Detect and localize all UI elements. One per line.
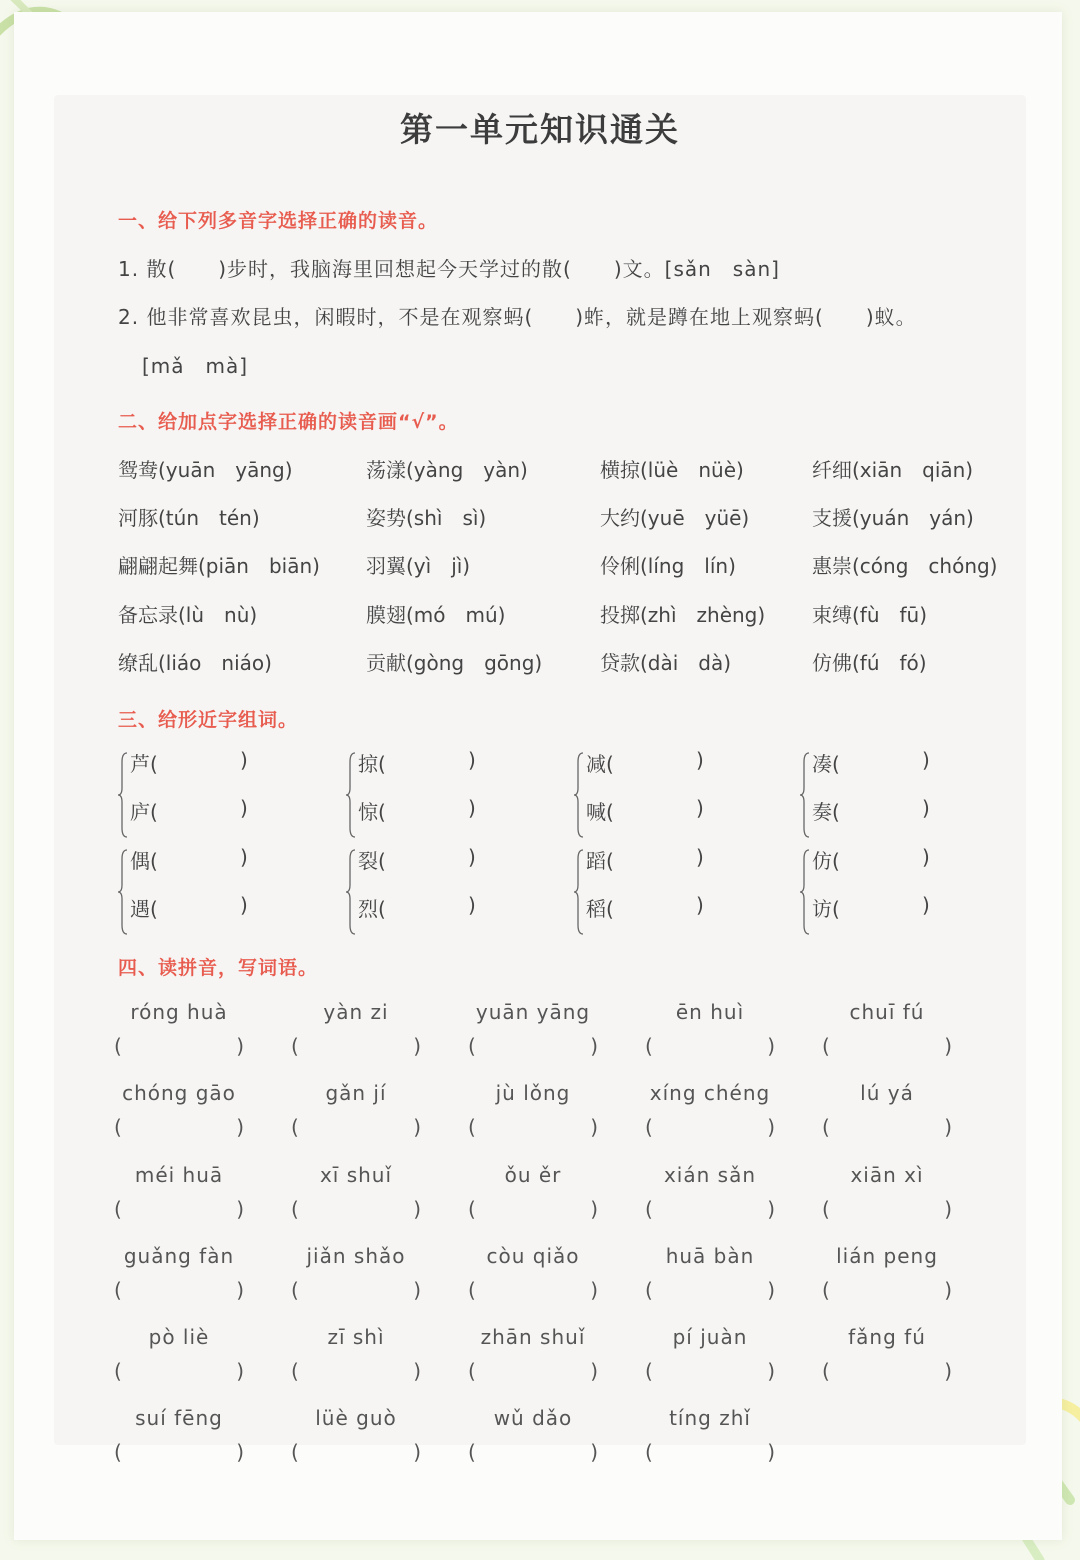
pinyin-label: xíng chéng [649,1081,771,1105]
pinyin-label: lú yá [860,1081,914,1105]
answer-close-paren: ) [240,845,248,869]
pinyin-label: wǔ dǎo [493,1406,573,1430]
answer-close-paren: ) [696,796,704,820]
pinyin-label: chuī fú [849,1000,925,1024]
pinyin-answer-cell[interactable] [114,1081,244,1151]
answer-open-paren: ( [114,1115,122,1139]
answer-close-paren: ) [413,1359,421,1383]
pinyin-label: tíng zhǐ [669,1406,751,1430]
answer-open-paren: ( [114,1034,122,1058]
similar-char-label: 减( [586,752,614,776]
similar-char-item[interactable] [586,893,704,922]
answer-close-paren: ) [468,845,476,869]
answer-open-paren: ( [645,1197,653,1221]
similar-char-label: 掠( [358,752,386,776]
pinyin-answer-cell[interactable] [468,1163,598,1233]
pinyin-answer-cell[interactable] [291,1081,421,1151]
pinyin-label: méi huā [134,1163,224,1187]
similar-char-group [800,845,960,941]
pronunciation-item[interactable]: 仿佛(fú fó) [812,651,927,675]
page-title: 第一单元知识通关 [400,110,680,149]
pinyin-answer-cell[interactable] [645,1244,775,1314]
answer-close-paren: ) [236,1278,244,1302]
pinyin-label: gǎn jí [325,1081,387,1105]
answer-open-paren: ( [822,1115,830,1139]
pinyin-answer-cell[interactable] [468,1000,598,1070]
similar-char-item[interactable] [358,796,476,825]
answer-close-paren: ) [590,1115,598,1139]
pinyin-label: lüè guò [315,1406,397,1430]
answer-open-paren: ( [645,1278,653,1302]
answer-open-paren: ( [291,1440,299,1464]
pinyin-label: yàn zi [323,1000,389,1024]
similar-char-label: 偶( [130,849,158,873]
pinyin-label: róng huà [130,1000,228,1024]
brace-icon [574,849,584,935]
pinyin-answer-cell[interactable] [291,1000,421,1070]
pinyin-answer-cell[interactable] [291,1163,421,1233]
answer-open-paren: ( [468,1359,476,1383]
pronunciation-item[interactable]: 大约(yuē yüē) [600,506,750,530]
answer-open-paren: ( [291,1115,299,1139]
answer-close-paren: ) [944,1034,952,1058]
similar-char-group [574,748,734,844]
answer-open-paren: ( [822,1197,830,1221]
answer-close-paren: ) [413,1034,421,1058]
pinyin-answer-cell[interactable] [822,1163,952,1233]
answer-open-paren: ( [645,1034,653,1058]
brace-icon [346,849,356,935]
answer-open-paren: ( [468,1115,476,1139]
similar-char-item[interactable] [358,893,476,922]
pinyin-answer-cell[interactable] [645,1406,775,1476]
pinyin-answer-cell[interactable] [822,1000,952,1070]
answer-close-paren: ) [944,1359,952,1383]
answer-close-paren: ) [236,1115,244,1139]
answer-close-paren: ) [590,1359,598,1383]
pinyin-label: lián peng [836,1244,938,1268]
pinyin-label: xián sǎn [663,1163,757,1187]
answer-open-paren: ( [114,1359,122,1383]
section4-heading: 四、读拼音，写词语。 [118,957,319,979]
pronunciation-item[interactable]: 荡漾(yàng yàn) [366,458,528,482]
similar-char-item[interactable] [812,893,930,922]
pinyin-answer-cell[interactable] [645,1325,775,1395]
answer-open-paren: ( [645,1440,653,1464]
answer-close-paren: ) [944,1278,952,1302]
similar-char-item[interactable] [812,796,930,825]
pinyin-answer-cell[interactable] [645,1081,775,1151]
answer-close-paren: ) [590,1034,598,1058]
pronunciation-item[interactable]: 河豚(tún tén) [118,506,260,530]
pinyin-label: chóng gāo [122,1081,236,1105]
answer-close-paren: ) [468,893,476,917]
answer-open-paren: ( [645,1115,653,1139]
section2-heading: 二、给加点字选择正确的读音画“√”。 [118,411,459,433]
pinyin-answer-cell[interactable] [645,1163,775,1233]
answer-close-paren: ) [922,893,930,917]
pronunciation-item[interactable]: 缭乱(liáo niáo) [118,651,272,675]
answer-close-paren: ) [236,1197,244,1221]
answer-close-paren: ) [767,1115,775,1139]
answer-close-paren: ) [944,1197,952,1221]
pinyin-answer-cell[interactable] [822,1244,952,1314]
answer-close-paren: ) [590,1440,598,1464]
similar-char-item[interactable] [358,748,476,777]
pinyin-answer-cell[interactable] [114,1000,244,1070]
answer-close-paren: ) [240,796,248,820]
answer-close-paren: ) [236,1440,244,1464]
similar-char-group [800,748,960,844]
pronunciation-item[interactable]: 惠崇(cóng chóng) [812,554,998,578]
similar-char-group [346,845,506,941]
pronunciation-item[interactable]: 贷款(dài dà) [600,651,732,675]
answer-close-paren: ) [922,845,930,869]
pinyin-answer-cell[interactable] [468,1406,598,1476]
answer-open-paren: ( [114,1440,122,1464]
section3-heading: 三、给形近字组词。 [118,709,299,731]
similar-char-group [574,845,734,941]
answer-close-paren: ) [944,1115,952,1139]
answer-close-paren: ) [767,1278,775,1302]
similar-char-item[interactable] [812,845,930,874]
pronunciation-item[interactable]: 羽翼(yì jì) [366,554,471,578]
pinyin-label: yuān yāng [475,1000,591,1024]
pronunciation-item[interactable]: 束缚(fù fū) [812,603,928,627]
similar-char-group [118,748,278,844]
answer-close-paren: ) [767,1440,775,1464]
pronunciation-item[interactable]: 贡献(gòng gōng) [366,651,543,675]
pinyin-answer-cell[interactable] [114,1244,244,1314]
section1-question-2: 2. 他非常喜欢昆虫，闲暇时，不是在观察蚂( )蚱，就是蹲在地上观察蚂( )蚁。 [118,305,917,329]
brace-icon [574,752,584,838]
pinyin-answer-cell[interactable] [291,1244,421,1314]
answer-close-paren: ) [413,1197,421,1221]
similar-char-label: 惊( [358,800,386,824]
pronunciation-item[interactable]: 备忘录(lù nù) [118,603,258,627]
answer-open-paren: ( [291,1278,299,1302]
similar-char-label: 奏( [812,800,840,824]
similar-char-label: 蹈( [586,849,614,873]
similar-char-item[interactable] [812,748,930,777]
brace-icon [346,752,356,838]
brace-icon [118,752,128,838]
pronunciation-item[interactable]: 支援(yuán yán) [812,506,974,530]
pinyin-answer-cell[interactable] [114,1406,244,1476]
similar-char-label: 裂( [358,849,386,873]
pinyin-label: ēn huì [675,1000,745,1024]
pinyin-answer-cell[interactable] [291,1325,421,1395]
answer-close-paren: ) [413,1278,421,1302]
similar-char-label: 庐( [130,800,158,824]
answer-open-paren: ( [645,1359,653,1383]
pinyin-label: zhān shuǐ [480,1325,586,1349]
pinyin-answer-cell[interactable] [468,1325,598,1395]
similar-char-label: 遇( [130,897,158,921]
similar-char-item[interactable] [586,845,704,874]
pinyin-answer-cell[interactable] [114,1163,244,1233]
pinyin-label: ǒu ěr [504,1163,562,1187]
pinyin-label: zī shì [327,1325,385,1349]
similar-char-label: 凑( [812,752,840,776]
pinyin-label: fǎng fú [848,1325,926,1349]
answer-close-paren: ) [413,1115,421,1139]
pronunciation-item[interactable]: 膜翅(mó mú) [366,603,506,627]
pinyin-label: xī shuǐ [319,1163,393,1187]
answer-close-paren: ) [922,796,930,820]
similar-char-label: 仿( [812,849,840,873]
pinyin-label: pí juàn [672,1325,748,1349]
answer-open-paren: ( [822,1034,830,1058]
brace-icon [800,752,810,838]
answer-close-paren: ) [236,1359,244,1383]
similar-char-item[interactable] [586,748,704,777]
answer-close-paren: ) [240,893,248,917]
pinyin-answer-cell[interactable] [114,1325,244,1395]
answer-open-paren: ( [114,1278,122,1302]
pinyin-label: jiǎn shǎo [306,1244,406,1268]
pinyin-answer-cell[interactable] [645,1000,775,1070]
answer-open-paren: ( [291,1359,299,1383]
pronunciation-item[interactable]: 鸳鸯(yuān yāng) [118,458,293,482]
answer-close-paren: ) [767,1034,775,1058]
answer-close-paren: ) [696,845,704,869]
pronunciation-item[interactable]: 伶俐(líng lín) [600,554,736,578]
section1-question-2-options: [mǎ mà] [142,354,249,378]
pinyin-label: jù lǒng [495,1081,571,1105]
pinyin-label: còu qiǎo [486,1244,580,1268]
pronunciation-item[interactable]: 翩翩起舞(piān biān) [118,554,320,578]
similar-char-item[interactable] [130,796,248,825]
answer-close-paren: ) [696,893,704,917]
pinyin-label: pò liè [148,1325,210,1349]
similar-char-label: 访( [812,897,840,921]
answer-close-paren: ) [922,748,930,772]
answer-open-paren: ( [468,1034,476,1058]
answer-open-paren: ( [468,1197,476,1221]
answer-open-paren: ( [468,1278,476,1302]
pinyin-answer-cell[interactable] [291,1406,421,1476]
similar-char-item[interactable] [130,748,248,777]
answer-close-paren: ) [240,748,248,772]
brace-icon [800,849,810,935]
pinyin-label: guǎng fàn [123,1244,235,1268]
answer-close-paren: ) [468,748,476,772]
pinyin-answer-cell[interactable] [822,1325,952,1395]
answer-open-paren: ( [822,1359,830,1383]
similar-char-label: 烈( [358,897,386,921]
answer-close-paren: ) [767,1359,775,1383]
section1-heading: 一、给下列多音字选择正确的读音。 [118,210,439,232]
answer-close-paren: ) [236,1034,244,1058]
pinyin-label: huā bàn [665,1244,755,1268]
similar-char-item[interactable] [358,845,476,874]
answer-close-paren: ) [413,1440,421,1464]
pronunciation-item[interactable]: 姿势(shì sì) [366,506,487,530]
answer-close-paren: ) [696,748,704,772]
similar-char-group [346,748,506,844]
similar-char-group [118,845,278,941]
answer-open-paren: ( [291,1034,299,1058]
answer-close-paren: ) [590,1278,598,1302]
similar-char-item[interactable] [130,893,248,922]
pinyin-label: xiān xì [850,1163,924,1187]
brace-icon [118,849,128,935]
answer-open-paren: ( [291,1197,299,1221]
similar-char-label: 喊( [586,800,614,824]
pinyin-label: suí fēng [135,1406,223,1430]
answer-close-paren: ) [590,1197,598,1221]
similar-char-item[interactable] [586,796,704,825]
similar-char-label: 稻( [586,897,614,921]
pronunciation-item[interactable]: 横掠(lüè nüè) [600,458,744,482]
answer-close-paren: ) [767,1197,775,1221]
answer-open-paren: ( [822,1278,830,1302]
answer-open-paren: ( [468,1440,476,1464]
answer-close-paren: ) [468,796,476,820]
pronunciation-item[interactable]: 纤细(xiān qiān) [812,458,974,482]
pinyin-answer-cell[interactable] [468,1244,598,1314]
section1-question-1: 1. 散( )步时，我脑海里回想起今天学过的散( )文。[sǎn sàn] [118,257,780,281]
pronunciation-item[interactable]: 投掷(zhì zhèng) [600,603,766,627]
pinyin-answer-cell[interactable] [822,1081,952,1151]
answer-open-paren: ( [114,1197,122,1221]
pinyin-answer-cell[interactable] [468,1081,598,1151]
similar-char-item[interactable] [130,845,248,874]
similar-char-label: 芦( [130,752,158,776]
